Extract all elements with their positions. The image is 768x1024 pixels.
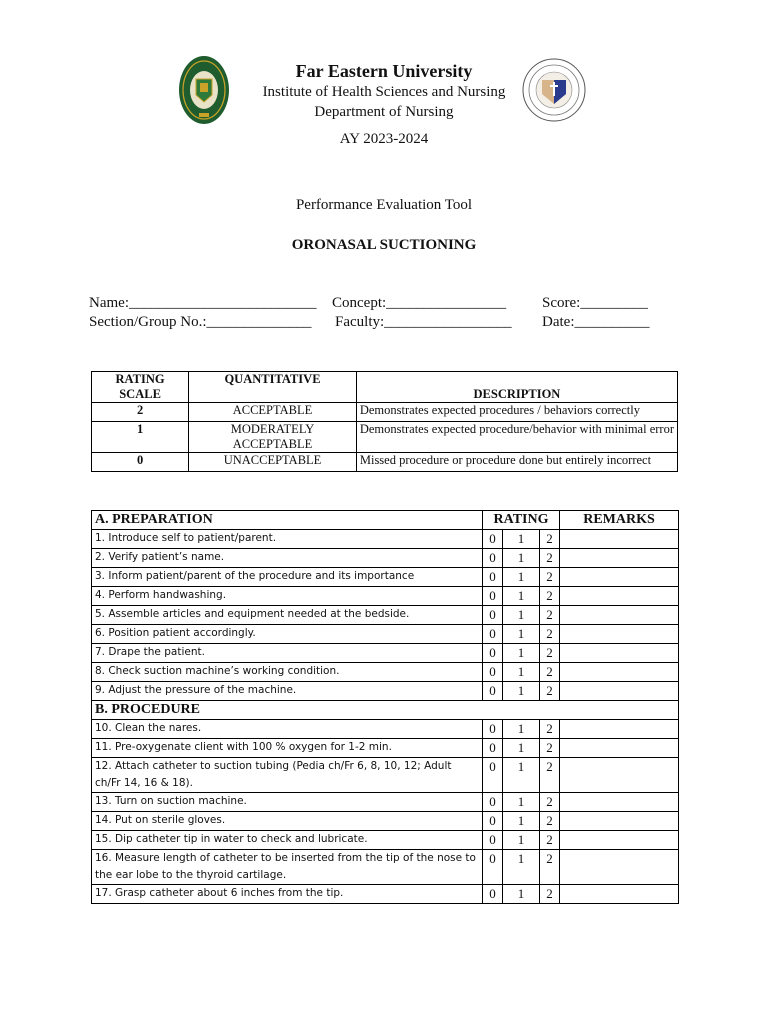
checklist-row bbox=[92, 758, 679, 793]
scale-quantitative: MODERATELY ACCEPTABLE bbox=[189, 422, 357, 453]
rating-option-2[interactable]: 2 bbox=[540, 682, 560, 701]
rating-option-0[interactable]: 0 bbox=[483, 663, 503, 682]
checklist-row bbox=[92, 812, 679, 831]
section-group-field: Section/Group No.:______________ bbox=[89, 314, 312, 330]
checklist-item: 1. Introduce self to patient/parent. bbox=[92, 530, 483, 549]
rating-option-2[interactable]: 2 bbox=[540, 850, 560, 885]
checklist-item: 6. Position patient accordingly. bbox=[92, 625, 483, 644]
remarks-cell[interactable] bbox=[560, 739, 679, 758]
rating-option-1[interactable]: 1 bbox=[503, 530, 540, 549]
rating-option-2[interactable]: 2 bbox=[540, 549, 560, 568]
remarks-cell[interactable] bbox=[560, 530, 679, 549]
rating-header: RATING bbox=[483, 511, 560, 530]
checklist-row bbox=[92, 568, 679, 587]
rating-option-0[interactable]: 0 bbox=[483, 831, 503, 850]
checklist-row bbox=[92, 793, 679, 812]
checklist-item: 15. Dip catheter tip in water to check and lubricate. bbox=[92, 831, 483, 850]
rating-option-2[interactable]: 2 bbox=[540, 793, 560, 812]
checklist-item: 5. Assemble articles and equipment needed at the bedside. bbox=[92, 606, 483, 625]
rating-option-0[interactable]: 0 bbox=[483, 625, 503, 644]
university-name: Far Eastern University bbox=[295, 61, 473, 81]
checklist-row bbox=[92, 720, 679, 739]
remarks-cell[interactable] bbox=[560, 758, 679, 793]
remarks-cell[interactable] bbox=[560, 831, 679, 850]
checklist-item: 2. Verify patient’s name. bbox=[92, 549, 483, 568]
rating-option-0[interactable]: 0 bbox=[483, 549, 503, 568]
institute-name: Institute of Health Sciences and Nursing bbox=[262, 84, 506, 100]
rating-option-2[interactable]: 2 bbox=[540, 606, 560, 625]
checklist-row bbox=[92, 682, 679, 701]
description-header: DESCRIPTION bbox=[356, 372, 677, 403]
rating-option-0[interactable]: 0 bbox=[483, 644, 503, 663]
remarks-cell[interactable] bbox=[560, 644, 679, 663]
rating-option-1[interactable]: 1 bbox=[503, 568, 540, 587]
rating-option-2[interactable]: 2 bbox=[540, 530, 560, 549]
rating-option-1[interactable]: 1 bbox=[503, 720, 540, 739]
scale-description: Demonstrates expected procedure/behavior with minimal error bbox=[356, 422, 677, 453]
remarks-cell[interactable] bbox=[560, 568, 679, 587]
rating-option-2[interactable]: 2 bbox=[540, 831, 560, 850]
rating-option-0[interactable]: 0 bbox=[483, 793, 503, 812]
remarks-cell[interactable] bbox=[560, 625, 679, 644]
rating-option-1[interactable]: 1 bbox=[503, 850, 540, 885]
scale-rating: 0 bbox=[92, 453, 189, 472]
rating-option-1[interactable]: 1 bbox=[503, 587, 540, 606]
remarks-cell[interactable] bbox=[560, 606, 679, 625]
checklist-row bbox=[92, 739, 679, 758]
rating-option-2[interactable]: 2 bbox=[540, 625, 560, 644]
rating-option-0[interactable]: 0 bbox=[483, 682, 503, 701]
rating-option-1[interactable]: 1 bbox=[503, 812, 540, 831]
concept-field: Concept:________________ bbox=[332, 295, 507, 311]
rating-option-0[interactable]: 0 bbox=[483, 739, 503, 758]
checklist-row bbox=[92, 587, 679, 606]
checklist-row bbox=[92, 530, 679, 549]
tool-title: Performance Evaluation Tool bbox=[295, 197, 473, 213]
rating-option-0[interactable]: 0 bbox=[483, 587, 503, 606]
scale-rating: 2 bbox=[92, 403, 189, 422]
checklist-item: 3. Inform patient/parent of the procedure and its importance bbox=[92, 568, 483, 587]
rating-scale-table bbox=[91, 371, 678, 472]
rating-option-0[interactable]: 0 bbox=[483, 812, 503, 831]
checklist-item: 16. Measure length of catheter to be inserted from the tip of the nose to the ear lobe to the thyroid cartilage. bbox=[92, 850, 483, 885]
rating-option-2[interactable]: 2 bbox=[540, 720, 560, 739]
rating-option-1[interactable]: 1 bbox=[503, 831, 540, 850]
skill-title: ORONASAL SUCTIONING bbox=[291, 237, 477, 253]
rating-option-1[interactable]: 1 bbox=[503, 606, 540, 625]
remarks-cell[interactable] bbox=[560, 850, 679, 885]
section-title: A. PREPARATION bbox=[92, 511, 483, 530]
faculty-field: Faculty:_________________ bbox=[335, 314, 512, 330]
department-name: Department of Nursing bbox=[314, 104, 454, 120]
scale-row bbox=[92, 422, 678, 453]
rating-option-0[interactable]: 0 bbox=[483, 568, 503, 587]
rating-option-0[interactable]: 0 bbox=[483, 758, 503, 793]
rating-option-2[interactable]: 2 bbox=[540, 812, 560, 831]
rating-option-2[interactable]: 2 bbox=[540, 739, 560, 758]
remarks-header: REMARKS bbox=[560, 511, 679, 530]
scale-quantitative: UNACCEPTABLE bbox=[189, 453, 357, 472]
checklist-item: 17. Grasp catheter about 6 inches from the tip. bbox=[92, 885, 483, 904]
rating-option-2[interactable]: 2 bbox=[540, 758, 560, 793]
academic-year: AY 2023-2024 bbox=[339, 131, 429, 147]
date-field: Date:__________ bbox=[542, 314, 650, 330]
remarks-cell[interactable] bbox=[560, 793, 679, 812]
checklist-row bbox=[92, 831, 679, 850]
rating-scale-header: RATING SCALE bbox=[92, 372, 189, 403]
remarks-cell[interactable] bbox=[560, 549, 679, 568]
checklist-row bbox=[92, 850, 679, 885]
evaluation-table bbox=[91, 510, 679, 904]
scale-description: Missed procedure or procedure done but entirely incorrect bbox=[356, 453, 677, 472]
remarks-cell[interactable] bbox=[560, 682, 679, 701]
section-header-row bbox=[92, 701, 679, 720]
checklist-row bbox=[92, 663, 679, 682]
checklist-item: 12. Attach catheter to suction tubing (Pedia ch/Fr 6, 8, 10, 12; Adult ch/Fr 14, 16 & 18). bbox=[92, 758, 483, 793]
scale-quantitative: ACCEPTABLE bbox=[189, 403, 357, 422]
rating-option-0[interactable]: 0 bbox=[483, 720, 503, 739]
rating-option-2[interactable]: 2 bbox=[540, 885, 560, 904]
checklist-item: 9. Adjust the pressure of the machine. bbox=[92, 682, 483, 701]
checklist-row bbox=[92, 644, 679, 663]
rating-option-2[interactable]: 2 bbox=[540, 568, 560, 587]
rating-option-1[interactable]: 1 bbox=[503, 758, 540, 793]
rating-option-1[interactable]: 1 bbox=[503, 644, 540, 663]
rating-option-2[interactable]: 2 bbox=[540, 644, 560, 663]
scale-rating: 1 bbox=[92, 422, 189, 453]
checklist-row bbox=[92, 625, 679, 644]
section-header-row bbox=[92, 511, 679, 530]
rating-option-0[interactable]: 0 bbox=[483, 850, 503, 885]
score-field: Score:_________ bbox=[542, 295, 648, 311]
name-field: Name:_________________________ bbox=[89, 295, 317, 311]
checklist-row bbox=[92, 549, 679, 568]
remarks-cell[interactable] bbox=[560, 812, 679, 831]
scale-row bbox=[92, 403, 678, 422]
remarks-cell[interactable] bbox=[560, 720, 679, 739]
checklist-item: 4. Perform handwashing. bbox=[92, 587, 483, 606]
scale-header-row bbox=[92, 372, 678, 403]
section-title: B. PROCEDURE bbox=[92, 701, 679, 720]
checklist-item: 8. Check suction machine’s working condition. bbox=[92, 663, 483, 682]
rating-option-2[interactable]: 2 bbox=[540, 663, 560, 682]
rating-option-2[interactable]: 2 bbox=[540, 587, 560, 606]
checklist-item: 14. Put on sterile gloves. bbox=[92, 812, 483, 831]
remarks-cell[interactable] bbox=[560, 587, 679, 606]
checklist-row bbox=[92, 885, 679, 904]
checklist-item: 13. Turn on suction machine. bbox=[92, 793, 483, 812]
scale-row bbox=[92, 453, 678, 472]
rating-option-1[interactable]: 1 bbox=[503, 793, 540, 812]
rating-option-1[interactable]: 1 bbox=[503, 739, 540, 758]
scale-description: Demonstrates expected procedures / behaviors correctly bbox=[356, 403, 677, 422]
rating-option-1[interactable]: 1 bbox=[503, 663, 540, 682]
checklist-row bbox=[92, 606, 679, 625]
rating-option-1[interactable]: 1 bbox=[503, 625, 540, 644]
remarks-cell[interactable] bbox=[560, 663, 679, 682]
quantitative-header: QUANTITATIVE bbox=[189, 372, 357, 403]
checklist-item: 7. Drape the patient. bbox=[92, 644, 483, 663]
remarks-cell[interactable] bbox=[560, 885, 679, 904]
rating-option-0[interactable]: 0 bbox=[483, 885, 503, 904]
checklist-item: 10. Clean the nares. bbox=[92, 720, 483, 739]
rating-option-1[interactable]: 1 bbox=[503, 885, 540, 904]
rating-option-1[interactable]: 1 bbox=[503, 682, 540, 701]
rating-option-1[interactable]: 1 bbox=[503, 549, 540, 568]
checklist-item: 11. Pre-oxygenate client with 100 % oxygen for 1-2 min. bbox=[92, 739, 483, 758]
rating-option-0[interactable]: 0 bbox=[483, 606, 503, 625]
rating-option-0[interactable]: 0 bbox=[483, 530, 503, 549]
